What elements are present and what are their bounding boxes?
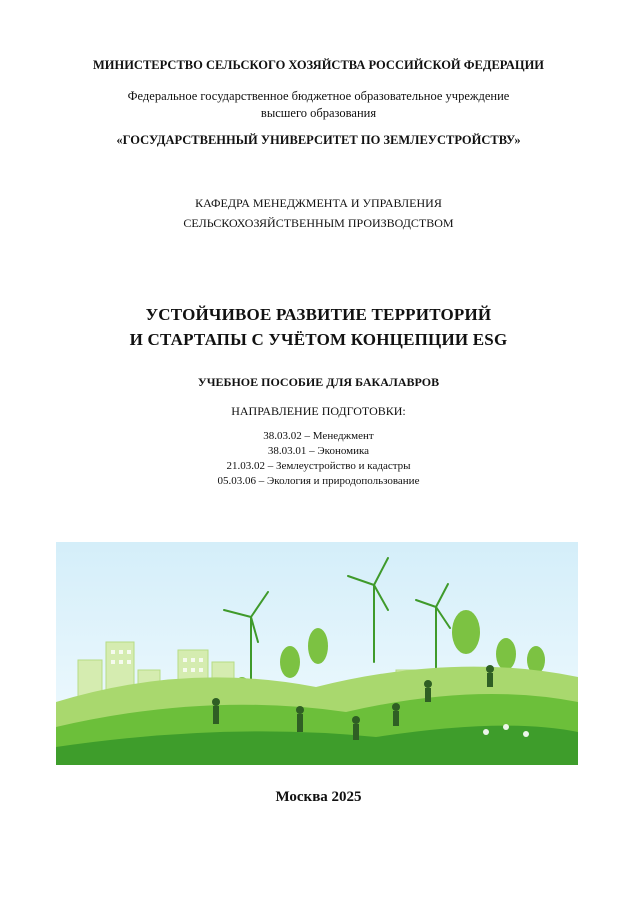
program-item: 21.03.02 – Землеустройство и кадастры <box>226 460 411 472</box>
direction-label: НАПРАВЛЕНИЕ ПОДГОТОВКИ: <box>231 404 406 418</box>
ministry-name: МИНИСТЕРСТВО СЕЛЬСКОГО ХОЗЯЙСТВА РОССИЙСКОЙ ФЕДЕРАЦИИ <box>92 58 545 72</box>
book-title-line2: И СТАРТАПЫ С УЧЁТОМ КОНЦЕПЦИИ ESG <box>129 330 508 349</box>
department-line2: СЕЛЬСКОХОЗЯЙСТВЕННЫМ ПРОИЗВОДСТВОМ <box>183 216 454 230</box>
program-item: 38.03.01 – Экономика <box>267 445 370 457</box>
program-item: 38.03.02 – Менеджмент <box>263 430 374 442</box>
program-item: 05.03.06 – Экология и природопользование <box>217 475 420 487</box>
department-line1: КАФЕДРА МЕНЕДЖМЕНТА И УПРАВЛЕНИЯ <box>195 196 442 210</box>
publication-place-year: Москва 2025 <box>275 789 362 805</box>
book-subtitle: УЧЕБНОЕ ПОСОБИЕ ДЛЯ БАКАЛАВРОВ <box>197 375 440 389</box>
university-name: «ГОСУДАРСТВЕННЫЙ УНИВЕРСИТЕТ ПО ЗЕМЛЕУСТРОЙСТВУ» <box>116 133 521 147</box>
institution-type-line2: высшего образования <box>260 106 377 120</box>
book-title-line1: УСТОЙЧИВОЕ РАЗВИТИЕ ТЕРРИТОРИЙ <box>145 305 492 324</box>
green-city-illustration <box>56 542 578 765</box>
institution-type-line1: Федеральное государственное бюджетное образовательное учреждение <box>127 89 510 103</box>
